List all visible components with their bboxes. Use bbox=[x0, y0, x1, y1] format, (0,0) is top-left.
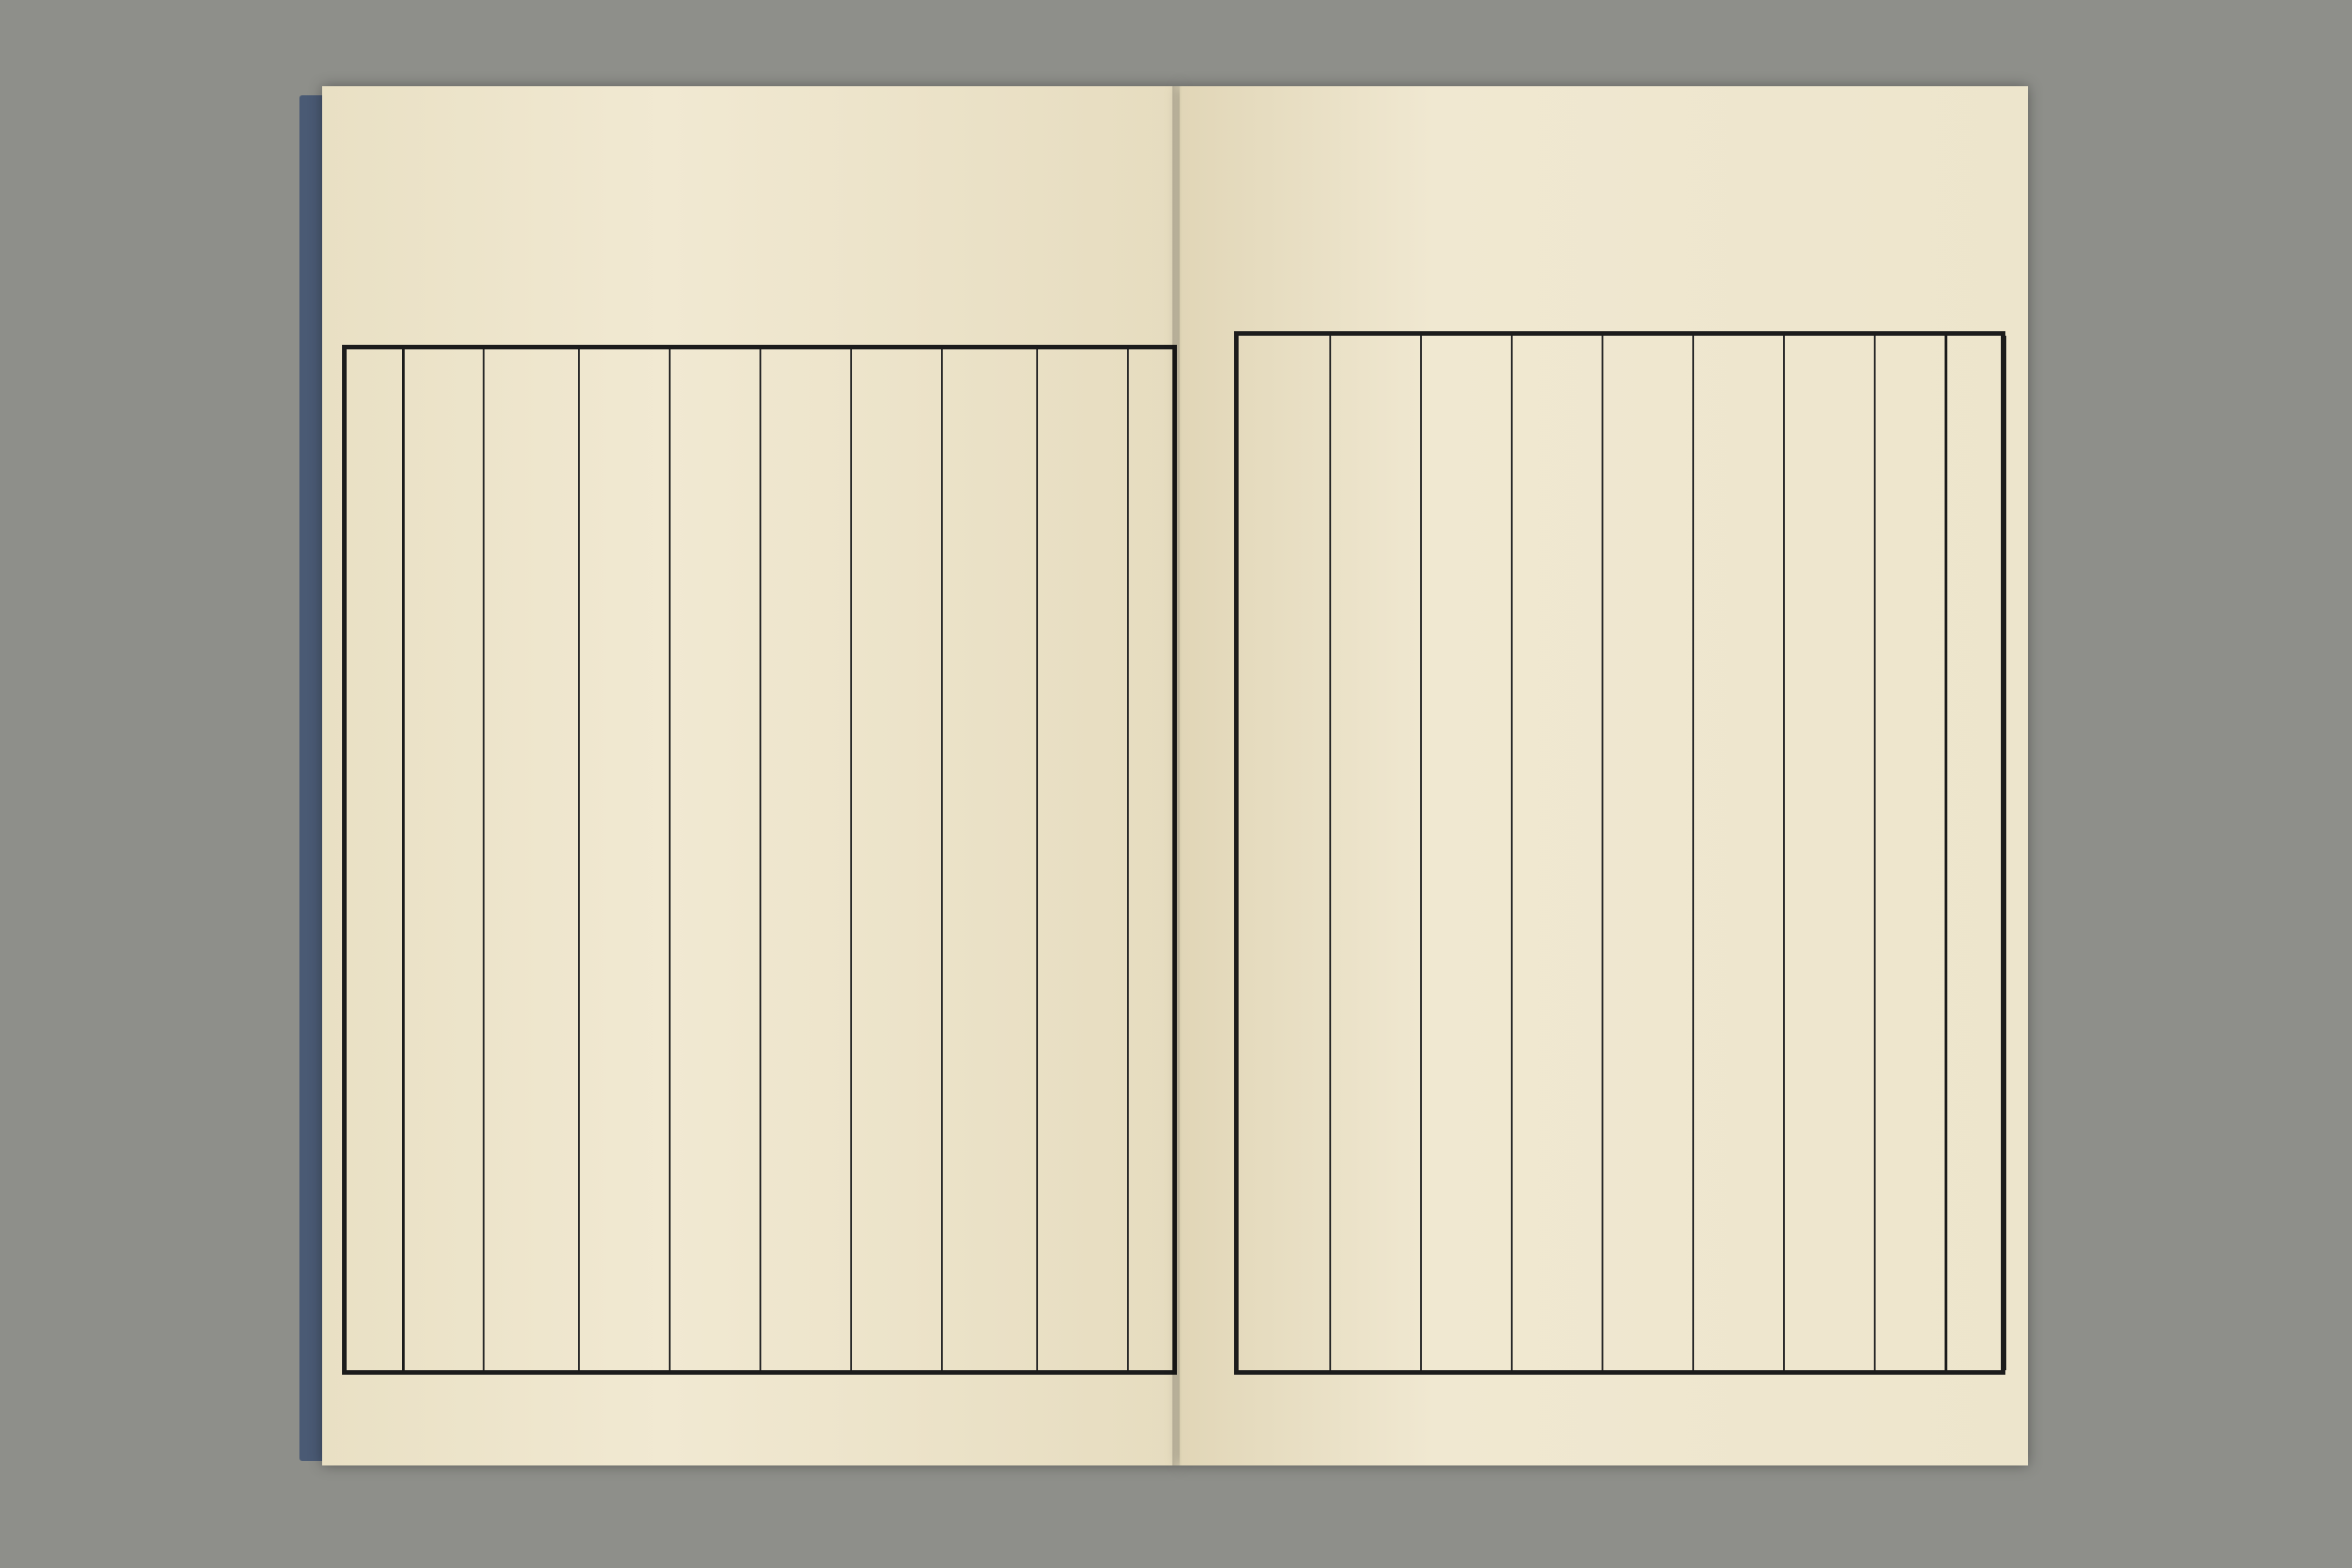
column-rule bbox=[669, 349, 671, 1370]
column-rule bbox=[1329, 336, 1331, 1370]
left-fold-column bbox=[343, 349, 405, 1370]
column-rule bbox=[1602, 336, 1603, 1370]
column-rule bbox=[1420, 336, 1422, 1370]
right-fold-column bbox=[1945, 336, 2006, 1370]
right-page-frame bbox=[1234, 331, 2005, 1375]
left-page bbox=[322, 86, 1180, 1465]
column-rule bbox=[578, 349, 580, 1370]
column-rule bbox=[850, 349, 852, 1370]
open-book bbox=[299, 86, 2051, 1470]
column-rule bbox=[941, 349, 943, 1370]
column-rule bbox=[1511, 336, 1513, 1370]
column-rule bbox=[1692, 336, 1694, 1370]
left-page-frame bbox=[342, 345, 1177, 1375]
column-rule bbox=[1783, 336, 1785, 1370]
book-gutter bbox=[1172, 86, 1189, 1465]
column-rule bbox=[1874, 336, 1876, 1370]
column-rule bbox=[760, 349, 761, 1370]
column-rule bbox=[1127, 349, 1129, 1370]
right-page bbox=[1180, 86, 2028, 1465]
column-rule bbox=[1036, 349, 1038, 1370]
column-rule bbox=[483, 349, 485, 1370]
